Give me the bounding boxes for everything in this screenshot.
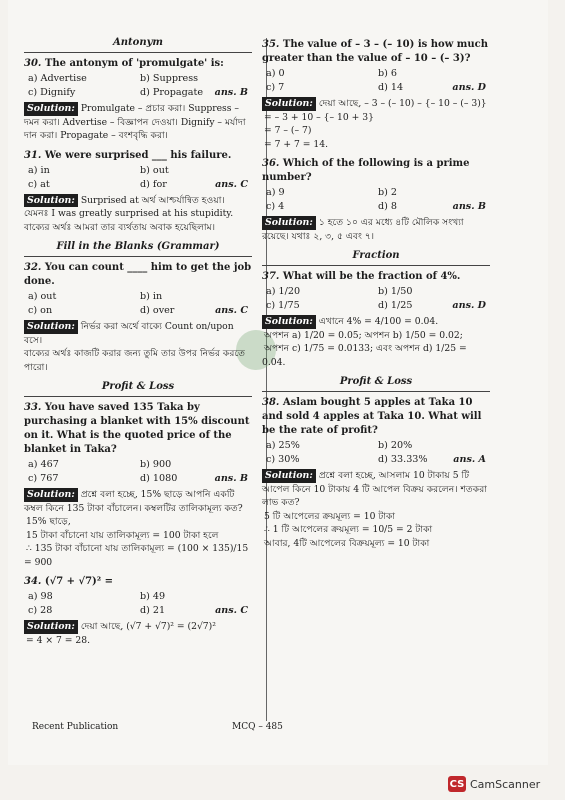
- solution-label: Solution:: [262, 97, 316, 111]
- option-c: c) 28: [28, 605, 53, 616]
- option-a: a) 467: [28, 459, 59, 470]
- solution: Solution: প্রশ্নে বলা হচ্ছে, 15% ছাড়ে আপনি একটি কম্বল কিনে 135 টাকা বাঁচালেন। কম্বলটির তালিকামূল্য কত? 15% ছাড়ে, 15 টাকা বাঁচানো যায় তালিকামূল্য = 100 টাকা হলে ∴ 135 টাকা বাঁচানো যায় তালিকামূল্য = (100 × 135)/15 = 900: [24, 489, 249, 568]
- option-d: d) 1/25 ans. D: [378, 300, 486, 311]
- option-c: c) on: [28, 305, 53, 316]
- solution: Solution: Surprised at অর্থ আশ্চর্যান্বিত হওয়া। যেমনঃ I was greatly surprised at his stupidity. বাক্যের অর্থঃ আমরা তার ব্যর্থতায় অবাক হয়েছিলাম।: [24, 194, 234, 233]
- solution: Solution: দেয়া আছে, – 3 – (– 10) – {– 10 – (– 3)} = – 3 + 10 – {– 10 + 3} = 7 – (– 7) = 7 + 7 = 14.: [264, 98, 487, 150]
- option-d: d) 21 ans. C: [140, 605, 248, 616]
- option-a: a) 98: [28, 591, 53, 602]
- solution: Solution: প্রশ্নে বলা হচ্ছে, আসলাম 10 টাকায় 5 টি আপেল কিনে 10 টাকায় 4 টি আপেল বিক্রয় করলেন। শতকরা লাভ কত? 5 টি আপেলের ক্রয়মূল্য = 10 টাকা ∴ 1 টি আপেলের ক্রয়মূল্য = 10/5 = 2 টাকা আবার, 4টি আপেলের বিক্রয়মূল্য = 10 টাকা: [262, 470, 487, 549]
- question-text: Which of the following is a prime number?: [262, 158, 470, 183]
- option-a: a) 1/20: [266, 286, 301, 297]
- option-b: b) 6: [378, 68, 398, 79]
- question-text: The antonym of 'promulgate' is:: [44, 58, 224, 69]
- option-c: c) 7: [266, 82, 285, 93]
- section-heading: Profit & Loss: [24, 380, 252, 397]
- solution: Solution: দেয়া আছে, (√7 + √7)² = (2√7)² = 4 × 7 = 28.: [26, 621, 216, 646]
- footer-page-number: MCQ – 485: [232, 722, 283, 732]
- option-d: d) over ans. C: [140, 305, 248, 316]
- question-text: What will be the fraction of 4%.: [282, 271, 461, 282]
- section-heading: Antonym: [24, 36, 252, 53]
- answer: ans. D: [452, 82, 486, 93]
- solution-label: Solution:: [24, 102, 78, 116]
- option-a: a) 25%: [266, 440, 300, 451]
- option-b: b) 49: [140, 591, 166, 602]
- answer: ans. D: [452, 300, 486, 311]
- camscanner-logo-icon: CS: [448, 776, 466, 792]
- answer: ans. B: [214, 87, 248, 98]
- question-text: You have saved 135 Taka by purchasing a blanket with 15% discount on it. What is the quoted price of the blanket in Taka?: [24, 402, 250, 455]
- answer: ans. A: [453, 454, 486, 465]
- question-text: We were surprised ___ his failure.: [44, 149, 232, 161]
- option-a: a) in: [28, 164, 50, 176]
- option-d: d) for ans. C: [140, 178, 248, 190]
- option-b: b) 1/50: [378, 286, 413, 297]
- section-heading: Fraction: [262, 249, 490, 266]
- camscanner-name: CamScanner: [470, 777, 541, 791]
- option-c: c) 767: [28, 473, 59, 484]
- solution-label: Solution:: [262, 315, 316, 329]
- solution: Solution: নির্ভর করা অর্থে বাক্যে Count on/upon বসে। বাক্যের অর্থঃ কাজটি করার জন্য তুমি তার উপর নির্ভর করতে পারো।: [24, 321, 245, 373]
- question-text: Aslam bought 5 apples at Taka 10 and sold 4 apples at Taka 10. What will be the rate of profit?: [262, 397, 482, 436]
- option-b: b) out: [140, 164, 169, 176]
- left-column: [24, 36, 252, 653]
- answer: ans. C: [215, 605, 248, 616]
- question-36: 36. Which of the following is a prime number? a) 9 b) 2 c) 4 d) 8 ans. B Solution: ১ হতে ১০ এর মধ্যে ৪টি মৌলিক সংখ্যা রয়েছে। যথাঃ ২, ৩, ৫ এবং ৭।: [262, 157, 490, 243]
- question-32: 32. You can count ____ him to get the job done. a) out b) in c) on d) over ans. C Solution: নির্ভর করা অর্থে বাক্যে Count on/upon বসে। বাক্যের অর্থঃ কাজটি করার জন্য তুমি তার উপর নির্ভর করতে পারো।: [24, 262, 252, 373]
- footer-publisher: Recent Publication: [32, 722, 119, 732]
- right-column: [262, 36, 490, 556]
- solution-label: Solution:: [24, 194, 78, 208]
- option-c: c) 1/75: [266, 300, 300, 311]
- solution: Solution: এখানে 4% = 4/100 = 0.04. অপশন a) 1/20 = 0.05; অপশন b) 1/50 = 0.02; অপশন c) 1/75 = 0.0133; এবং অপশন d) 1/25 = 0.04.: [262, 316, 467, 368]
- question-33: 33. You have saved 135 Taka by purchasing a blanket with 15% discount on it. What is the quoted price of the blanket in Taka? a) 467 b) 900 c) 767 d) 1080 ans. B Solution: প্রশ্নে বলা হচ্ছে, 15% ছাড়ে আপনি একটি কম্বল কিনে 135 টাকা বাঁচালেন। কম্বলটির তালিকামূল্য কত? 15% ছাড়ে, 15 টাকা বাঁচানো যায় তালিকামূল্য = 100 টাকা হলে ∴ 135 টাকা বাঁচানো যায় তালিকামূল্য = (100 × 135)/15 = 900: [24, 401, 252, 569]
- answer: ans. C: [215, 178, 248, 190]
- option-b: b) 900: [140, 459, 172, 470]
- section-heading: Profit & Loss: [262, 375, 490, 392]
- option-a: a) Advertise: [28, 73, 87, 84]
- solution: Solution: Promulgate – প্রচার করা। Suppress – দমন করা। Advertise – বিজ্ঞাপন দেওয়া। Dignify – মর্যাদা দান করা। Propagate – বংশবৃদ্ধি করা।: [24, 103, 246, 141]
- option-d: d) 14 ans. D: [378, 82, 486, 93]
- solution: Solution: ১ হতে ১০ এর মধ্যে ৪টি মৌলিক সংখ্যা রয়েছে। যথাঃ ২, ৩, ৫ এবং ৭।: [262, 217, 464, 242]
- option-b: b) 2: [378, 187, 398, 198]
- question-35: 35. The value of – 3 – (– 10) is how much greater than the value of – 10 – (– 3)? a) 0 b) 6 c) 7 d) 14 ans. D Solution: দেয়া আছে, – 3 – (– 10) – {– 10 – (– 3)} = – 3 + 10 – {– 10 + 3} = 7 – (– 7) = 7 + 7 = 14.: [262, 39, 488, 150]
- question-text: You can count ____ him to get the job done.: [24, 262, 252, 287]
- camscanner-badge: [448, 776, 540, 792]
- option-d: d) 33.33% ans. A: [378, 454, 486, 465]
- solution-label: Solution:: [262, 469, 316, 483]
- solution-label: Solution:: [24, 488, 78, 502]
- option-a: a) out: [28, 291, 57, 302]
- option-d: d) Propagate ans. B: [140, 87, 248, 98]
- question-37: 37. What will be the fraction of 4%. a) 1/20 b) 1/50 c) 1/75 d) 1/25 ans. D Solution: এখানে 4% = 4/100 = 0.04. অপশন a) 1/20 = 0.05; অপশন b) 1/50 = 0.02; অপশন c) 1/75 = 0.0133; এবং অপশন d) 1/25 = 0.04.: [262, 270, 490, 369]
- answer: ans. C: [215, 305, 248, 316]
- question-text: The value of – 3 – (– 10) is how much greater than the value of – 10 – (– 3)?: [262, 39, 488, 64]
- option-b: b) in: [140, 291, 163, 302]
- solution-label: Solution:: [262, 216, 316, 230]
- option-b: b) 20%: [378, 440, 413, 451]
- option-b: b) Suppress: [140, 73, 199, 84]
- question-30: 30. The antonym of 'promulgate' is: a) Advertise b) Suppress c) Dignify d) Propagate ans. B Solution: Promulgate – প্রচার করা। Suppress – দমন করা। Advertise – বিজ্ঞাপন দেওয়া। Dignify – মর্যাদা দান করা। Propagate – বংশবৃদ্ধি করা।: [24, 57, 252, 143]
- question-31: 31. We were surprised ___ his failure. a) in b) out c) at d) for ans. C Solution: Surprised at অর্থ আশ্চর্যান্বিত হওয়া। যেমনঃ I was greatly surprised at his stupidity. বাক্যের অর্থঃ আমরা তার ব্যর্থতায় অবাক হয়েছিলাম।: [24, 149, 252, 235]
- option-d: d) 1080 ans. B: [140, 473, 248, 484]
- solution-label: Solution:: [24, 320, 78, 334]
- answer: ans. B: [452, 201, 486, 212]
- question-38: 38. Aslam bought 5 apples at Taka 10 and sold 4 apples at Taka 10. What will be the rate of profit? a) 25% b) 20% c) 30% d) 33.33% ans. A Solution: প্রশ্নে বলা হচ্ছে, আসলাম 10 টাকায় 5 টি আপেল কিনে 10 টাকায় 4 টি আপেল বিক্রয় করলেন। শতকরা লাভ কত? 5 টি আপেলের ক্রয়মূল্য = 10 টাকা ∴ 1 টি আপেলের ক্রয়মূল্য = 10/5 = 2 টাকা আবার, 4টি আপেলের বিক্রয়মূল্য = 10 টাকা: [262, 396, 490, 550]
- question-text: (√7 + √7)² =: [44, 576, 113, 587]
- option-d: d) 8 ans. B: [378, 201, 486, 212]
- solution-label: Solution:: [24, 620, 78, 634]
- option-c: c) at: [28, 178, 50, 190]
- question-34: 34. (√7 + √7)² = a) 98 b) 49 c) 28 d) 21 ans. C Solution: দেয়া আছে, (√7 + √7)² = (2√7)² = 4 × 7 = 28.: [24, 575, 252, 647]
- option-a: a) 0: [266, 68, 285, 79]
- answer: ans. B: [214, 473, 248, 484]
- section-heading: Fill in the Blanks (Grammar): [24, 240, 252, 257]
- option-a: a) 9: [266, 187, 285, 198]
- option-c: c) 30%: [266, 454, 300, 465]
- option-c: c) Dignify: [28, 87, 76, 98]
- option-c: c) 4: [266, 201, 285, 212]
